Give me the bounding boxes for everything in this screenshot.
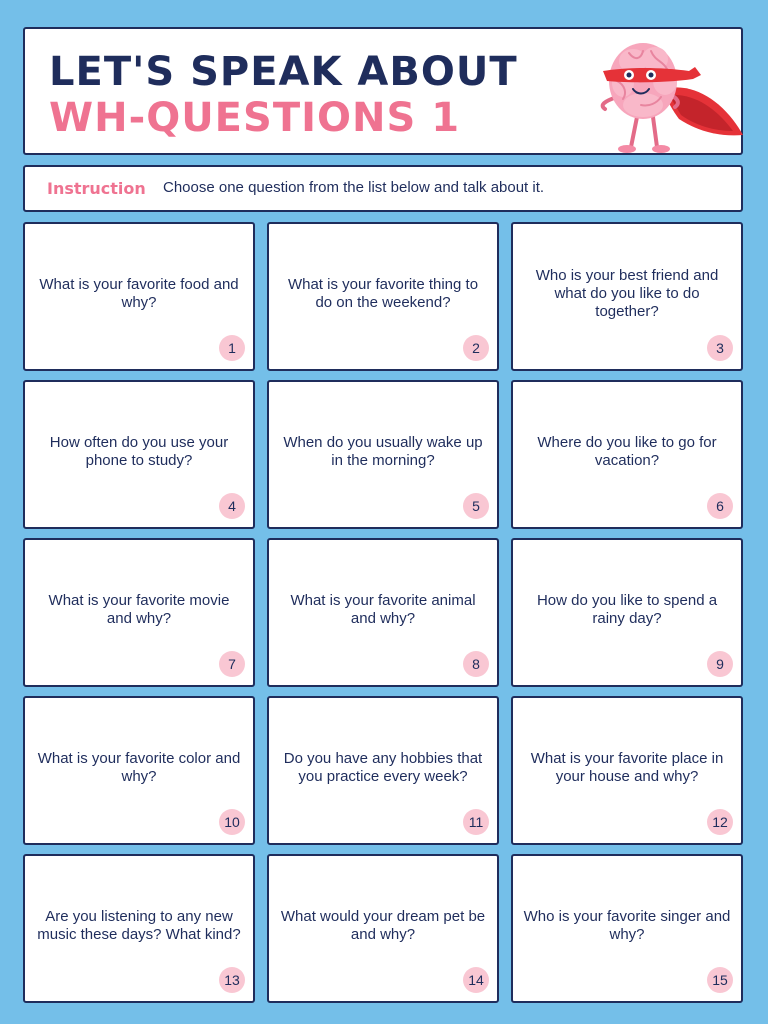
question-text: What is your favorite thing to do on the weekend? bbox=[287, 275, 479, 311]
number-badge: 11 bbox=[463, 809, 489, 835]
number-badge: 12 bbox=[707, 809, 733, 835]
question-card-14 bbox=[267, 854, 499, 1003]
page-title: LET'S SPEAK ABOUT bbox=[49, 49, 518, 95]
page-subtitle: WH-QUESTIONS 1 bbox=[49, 95, 461, 141]
number-badge: 15 bbox=[707, 967, 733, 993]
number-badge: 1 bbox=[219, 335, 245, 361]
number-badge: 5 bbox=[463, 493, 489, 519]
instruction-label: Instruction bbox=[47, 179, 146, 198]
question-card-8 bbox=[267, 538, 499, 687]
question-text: What is your favorite movie and why? bbox=[48, 591, 230, 627]
question-text: Where do you like to go for vacation? bbox=[537, 433, 717, 469]
number-badge: 6 bbox=[707, 493, 733, 519]
question-text: What is your favorite food and why? bbox=[39, 275, 239, 311]
question-text: What is your favorite animal and why? bbox=[290, 591, 476, 627]
question-text: What is your favorite color and why? bbox=[37, 749, 241, 785]
question-card-4 bbox=[23, 380, 255, 529]
question-text: When do you usually wake up in the morning? bbox=[283, 433, 483, 469]
question-card-12 bbox=[511, 696, 743, 845]
number-badge: 3 bbox=[707, 335, 733, 361]
question-card-15 bbox=[511, 854, 743, 1003]
number-badge: 9 bbox=[707, 651, 733, 677]
question-text: Do you have any hobbies that you practice every week? bbox=[283, 749, 483, 785]
question-card-3 bbox=[511, 222, 743, 371]
question-text: Are you listening to any new music these days? What kind? bbox=[37, 907, 241, 943]
question-text: Who is your best friend and what do you like to do together? bbox=[535, 266, 719, 320]
question-text: What is your favorite place in your house and why? bbox=[530, 749, 724, 785]
question-card-1 bbox=[23, 222, 255, 371]
question-card-10 bbox=[23, 696, 255, 845]
question-card-5 bbox=[267, 380, 499, 529]
question-text: Who is your favorite singer and why? bbox=[523, 907, 731, 943]
instruction-text: Choose one question from the list below and talk about it. bbox=[163, 179, 545, 196]
question-card-6 bbox=[511, 380, 743, 529]
number-badge: 14 bbox=[463, 967, 489, 993]
question-card-7 bbox=[23, 538, 255, 687]
number-badge: 2 bbox=[463, 335, 489, 361]
number-badge: 7 bbox=[219, 651, 245, 677]
question-text: What would your dream pet be and why? bbox=[280, 907, 486, 943]
title-banner bbox=[23, 27, 743, 155]
number-badge: 8 bbox=[463, 651, 489, 677]
instruction-box bbox=[23, 165, 743, 212]
question-grid bbox=[23, 222, 743, 1003]
number-badge: 10 bbox=[219, 809, 245, 835]
number-badge: 4 bbox=[219, 493, 245, 519]
question-card-9 bbox=[511, 538, 743, 687]
superhero-brain-icon bbox=[577, 31, 745, 157]
number-badge: 13 bbox=[219, 967, 245, 993]
question-card-13 bbox=[23, 854, 255, 1003]
question-text: How do you like to spend a rainy day? bbox=[536, 591, 718, 627]
question-text: How often do you use your phone to study? bbox=[49, 433, 229, 469]
question-card-2 bbox=[267, 222, 499, 371]
question-card-11 bbox=[267, 696, 499, 845]
